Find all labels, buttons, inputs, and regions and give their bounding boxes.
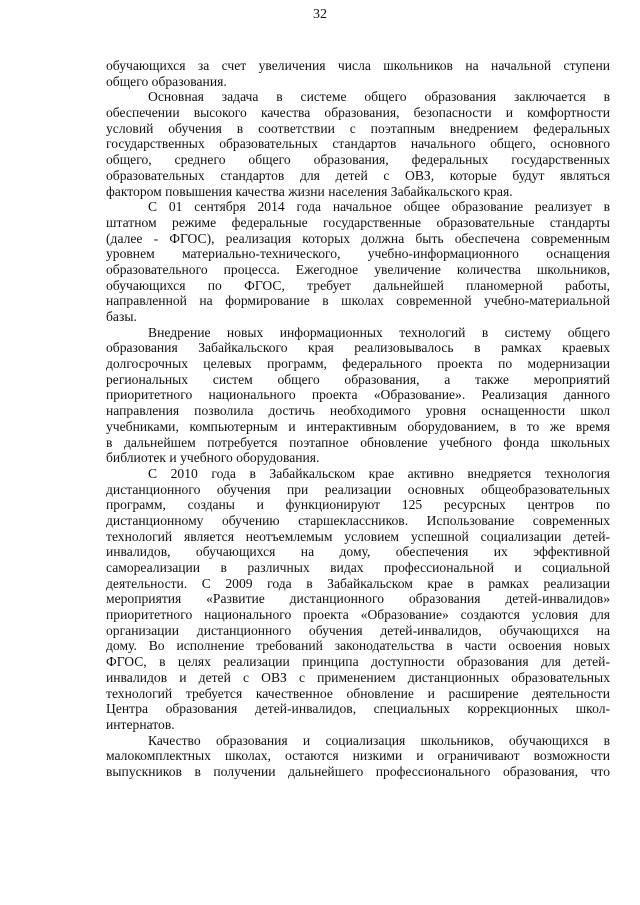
text-line: фактором повышения качества жизни населения Забайкальского края. — [106, 183, 513, 199]
text-line: дому. Во исполнение требований законодательства в части освоения новых — [106, 638, 610, 654]
text-line: приоритетного национального проекта «Образование». Реализация данного — [106, 387, 610, 403]
text-line: мероприятия «Развитие дистанционного образования детей-инвалидов» — [106, 591, 610, 607]
text-line: в дальнейшем потребуется поэтапное обновление учебного фонда школьных — [106, 434, 610, 450]
text-line: Внедрение новых информационных технологий в систему общего — [148, 324, 610, 340]
text-line: долгосрочных целевых программ, федерального проекта по модернизации — [106, 356, 610, 372]
document-body — [106, 58, 610, 780]
text-line: С 01 сентября 2014 года начальное общее образование реализует в — [148, 199, 610, 215]
text-line: общего образования. — [106, 73, 227, 89]
text-line: обучающихся по ФГОС, требует дальнейшей планомерной работы, — [106, 277, 610, 293]
text-line: образовательного процесса. Ежегодное увеличение количества школьников, — [106, 261, 610, 277]
text-line: выпускников в получении дальнейшего профессионального образования, что — [106, 763, 610, 779]
text-line: самореализации в различных видах профессиональной и социальной — [106, 560, 610, 575]
text-line: образовательных стандартов для детей с ОВЗ, которые будут являться — [106, 167, 610, 183]
text-line: Основная задача в системе общего образования заключается в — [148, 89, 610, 105]
text-line: Центра образования детей-инвалидов, специальных коррекционных школ- — [106, 701, 610, 717]
text-line: обучающихся за счет увеличения числа школьников на начальной ступени — [106, 58, 610, 73]
text-line: технологий требуется качественное обновление и расширение деятельности — [106, 685, 610, 701]
text-line: малокомплектных школах, остаются низкими и ограничивают возможности — [106, 748, 610, 764]
text-line: направленной на формирование в школах современной учебно-материальной — [106, 293, 610, 309]
text-line: организации дистанционного обучения детей-инвалидов, обучающихся на — [106, 622, 610, 638]
text-line: учебниками, компьютерным и интерактивным оборудованием, в то же время — [106, 418, 610, 434]
text-line: образования Забайкальского края реализовывалось в рамках краевых — [106, 340, 610, 356]
text-line: инвалидов, обучающихся на дому, обеспечения их эффективной — [106, 544, 610, 560]
text-line: технологий является неотъемлемым условием успешной социализации детей- — [106, 528, 610, 544]
text-line: дистанционному обучению старшеклассников. Использование современных — [106, 512, 610, 528]
text-line: деятельности. С 2009 года в Забайкальском крае в рамках реализации — [106, 575, 610, 591]
text-line: направления позволила достичь необходимого уровня оснащенности школ — [106, 403, 610, 419]
text-line: государственных образовательных стандартов начального общего, основного — [106, 136, 610, 152]
text-line: обеспечении высокого качества образования, безопасности и комфортности — [106, 105, 610, 121]
text-line: дистанционного обучения при реализации основных общеобразовательных — [106, 481, 610, 497]
text-line: региональных систем общего образования, а также мероприятий — [106, 371, 610, 387]
text-line: условий обучения в соответствии с поэтапным внедрением федеральных — [106, 120, 610, 136]
text-line: С 2010 года в Забайкальском крае активно внедряется технология — [148, 465, 610, 481]
page-number: 32 — [313, 7, 327, 22]
text-line: Качество образования и социализация школьников, обучающихся в — [148, 732, 610, 748]
text-line: приоритетного национального проекта «Образование» создаются условия для — [106, 607, 610, 623]
text-line: библиотек и учебного оборудования. — [106, 450, 320, 466]
text-line: базы. — [106, 309, 137, 324]
text-line: ФГОС, в целях реализации принципа доступности образования для детей- — [106, 654, 610, 670]
text-line: инвалидов и детей с ОВЗ с применением дистанционных образовательных — [106, 669, 610, 685]
text-line: штатном режиме федеральные государственные образовательные стандарты — [106, 214, 610, 230]
text-line: программ, созданы и функционируют 125 ресурсных центров по — [106, 497, 610, 513]
text-line: (далее - ФГОС), реализация которых должна быть обеспечена современным — [106, 230, 610, 246]
text-line: уровнем материально-технического, учебно-информационного оснащения — [106, 246, 610, 262]
text-line: общего, среднего общего образования, федеральных государственных — [106, 152, 610, 168]
text-line: интернатов. — [106, 716, 175, 732]
